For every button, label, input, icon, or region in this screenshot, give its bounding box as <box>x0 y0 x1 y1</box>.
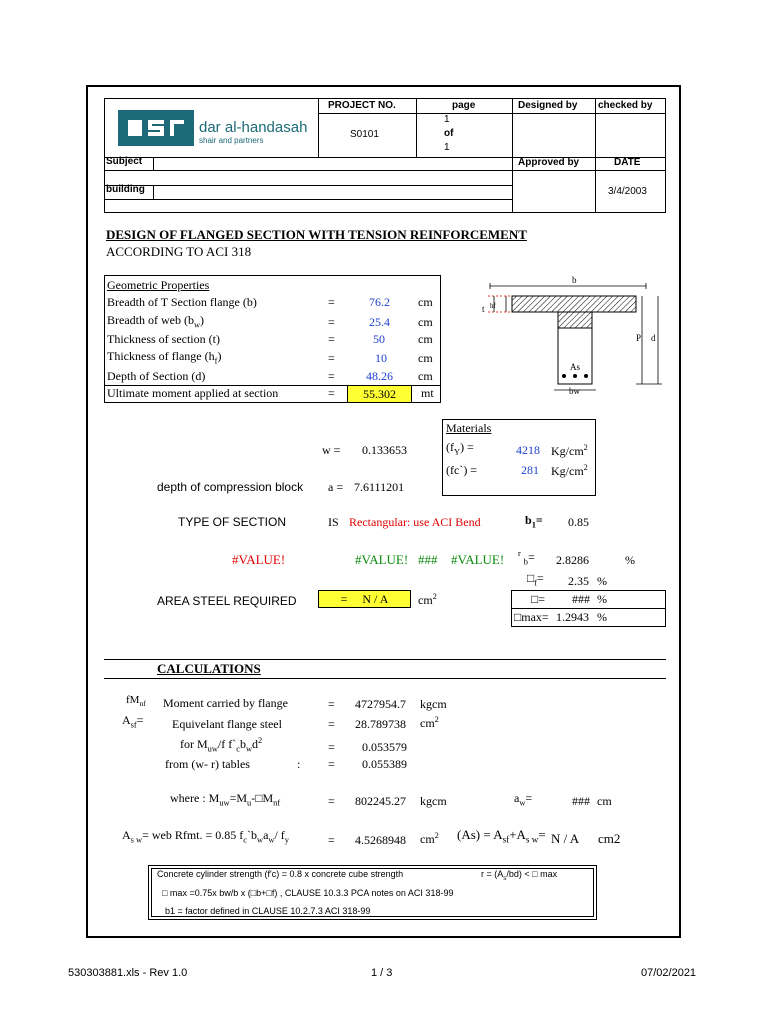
subject-label: Subject <box>106 156 143 167</box>
error-value-1: #VALUE! <box>232 552 286 567</box>
equiv-unit: $cm^2$ <box>420 715 439 730</box>
moment-value[interactable]: 55.302 <box>347 385 412 403</box>
date-value: 3/4/2003 <box>608 186 647 197</box>
w-value: 0.133653 <box>362 443 407 457</box>
aw-value: ### <box>572 794 590 808</box>
error-value-2: #VALUE! <box>355 552 409 567</box>
geometry-unit: cm <box>418 315 433 329</box>
from-value: 0.055389 <box>362 757 407 771</box>
geometry-heading: Geometric Properties <box>107 278 210 292</box>
diagram-d-label: d <box>651 333 656 343</box>
eq-sign: = <box>328 697 335 711</box>
rho-label: □= <box>531 592 546 606</box>
eq-sign: = <box>328 315 335 329</box>
area-steel-label: AREA STEEL REQUIRED <box>157 594 297 608</box>
diagram-b-label: b <box>572 275 577 285</box>
page-of: of <box>444 128 454 139</box>
fc-label: (fc`) = <box>446 463 478 477</box>
area-steel-unit: $cm^2$ <box>418 592 437 607</box>
moment-flange-label: Moment carried by flange <box>163 696 288 710</box>
geometry-value: 25.4 <box>369 315 390 329</box>
moment-label: Ultimate moment applied at section <box>107 386 279 400</box>
geometry-value: 50 <box>373 332 385 346</box>
error-hash: ### <box>418 552 438 567</box>
geometry-unit: cm <box>418 332 433 346</box>
eq-sign: = <box>328 794 335 808</box>
type-label: TYPE OF SECTION <box>178 515 287 529</box>
asw-unit: $cm^2$ <box>420 831 439 846</box>
geometry-label: Thickness of flange $(h_f)$ <box>107 349 222 366</box>
fy-unit: $Kg/cm^2$ <box>551 443 588 458</box>
rho-unit: % <box>597 592 607 606</box>
geometry-value: 48.26 <box>366 369 393 383</box>
rho-max-value: 1.2943 <box>556 610 589 624</box>
asw-label: $A_{s w}=$ web Rfmt. = 0.85 $f_c`b_wa_w/$ $f_y$ <box>122 828 289 845</box>
from-label: from (w- r) tables <box>165 757 250 771</box>
eq-sign: = <box>328 757 335 771</box>
asf-label: $A_{sf}=$ <box>122 713 144 730</box>
rho-b-label: $^r$ $_b$= <box>518 549 535 567</box>
note-line-2: □ max =0.75x bw/b x (□b+□f) , CLAUSE 10.3.3 PCA notes on ACI 318-99 <box>162 888 454 898</box>
a-label: a = <box>328 480 344 494</box>
checked-by-label: checked by <box>598 100 653 111</box>
for-label: for $M_{uw}/f$ $f`_cb_wd^2$ <box>180 736 263 754</box>
geometry-label: Breadth of T Section flange (b) <box>107 295 257 309</box>
page-subtitle: ACCORDING TO ACI 318 <box>106 244 252 259</box>
eq-sign: = <box>328 369 335 383</box>
rho-f-value: 2.35 <box>568 574 589 588</box>
fc-unit: $Kg/cm^2$ <box>551 463 588 478</box>
error-value-3: #VALUE! <box>451 552 505 567</box>
fc-value: 281 <box>521 463 539 477</box>
b1-value: 0.85 <box>568 515 589 529</box>
geometry-label: Thickness of section (t) <box>107 332 220 346</box>
project-no-value: S0101 <box>350 129 379 140</box>
project-no-label: PROJECT NO. <box>328 100 396 111</box>
moment-flange-value: 4727954.7 <box>355 697 406 711</box>
note-line-1-right: $r = (A_s/bd)$ < □ max <box>481 869 558 882</box>
area-steel-value: = N / A <box>318 590 411 608</box>
eq-sign: = <box>328 351 335 365</box>
as-value: N / A <box>551 831 580 846</box>
aw-label: $a_w=$ <box>514 791 533 808</box>
date-label: DATE <box>614 157 641 168</box>
rho-value: ### <box>572 592 590 606</box>
calculations-heading: CALCULATIONS <box>157 661 261 676</box>
as-unit: cm2 <box>598 831 621 846</box>
a-value: 7.6111201 <box>354 480 405 494</box>
footer-date: 07/02/2021 <box>641 967 697 979</box>
type-value: Rectangular: use ACI Bend <box>349 515 481 529</box>
geometry-value: 10 <box>375 351 387 365</box>
moment-unit: mt <box>421 386 434 400</box>
equiv-label: Equivelant flange steel <box>172 717 282 731</box>
where-label: where : $M_{uw}=M_u-□M_{nf}$ <box>170 791 281 808</box>
b1-label: $b_1=$ <box>525 513 543 530</box>
page-label: page <box>452 100 476 111</box>
where-value: 802245.27 <box>355 794 406 808</box>
eq-sign: = <box>328 717 335 731</box>
rho-max-label: □max= <box>514 610 549 624</box>
footer-page: 1 / 3 <box>371 967 393 979</box>
fy-label: $(f_Y)$ = <box>446 440 474 457</box>
page-number: 1 <box>444 114 450 125</box>
page-total: 1 <box>444 142 450 153</box>
eq-sign: = <box>328 740 335 754</box>
diagram-p-label: P <box>636 333 642 343</box>
geometry-unit: cm <box>418 369 433 383</box>
geometry-unit: cm <box>418 351 433 365</box>
logo-text: dar al-handasah <box>199 119 308 136</box>
equiv-value: 28.789738 <box>355 717 406 731</box>
moment-flange-unit: kgcm <box>420 697 447 711</box>
from-colon: : <box>297 757 301 771</box>
where-unit: kgcm <box>420 794 447 808</box>
rho-b-value: 2.8286 <box>556 553 589 567</box>
designed-by-label: Designed by <box>518 100 578 111</box>
footer-file: 530303881.xls - Rev 1.0 <box>68 967 188 979</box>
rho-b-unit: % <box>625 553 635 567</box>
eq-sign: = <box>328 386 335 400</box>
aw-unit: cm <box>597 794 612 808</box>
eq-sign: = <box>328 295 335 309</box>
rho-f-unit: % <box>597 574 607 588</box>
diagram-t-label: t <box>482 304 485 314</box>
diagram-hf-label: hf <box>490 302 496 310</box>
eq-sign: = <box>328 332 335 346</box>
w-label: w = <box>322 443 341 457</box>
fmn-label: $fM_{nf}$ <box>126 694 146 709</box>
note-line-1: Concrete cylinder strength (f'c) = 0.8 x concrete cube strength <box>157 869 404 879</box>
approved-by-label: Approved by <box>518 157 580 168</box>
rho-f-label: $□_f=$ <box>527 571 544 588</box>
asw-value: 4.5268948 <box>355 833 406 847</box>
for-value: 0.053579 <box>362 740 407 754</box>
eq-sign: = <box>328 833 335 847</box>
geometry-value: 76.2 <box>369 295 390 309</box>
geometry-label: Breadth of web $(b_w)$ <box>107 313 205 330</box>
note-line-3: b1 = factor defined in CLAUSE 10.2.7.3 ACI 318-99 <box>165 906 371 916</box>
is-label: IS <box>328 515 339 529</box>
diagram-as-label: As <box>570 362 581 372</box>
logo-mark-icon <box>118 110 194 146</box>
logo-subtext: shair and partners <box>199 136 264 145</box>
rho-max-unit: % <box>597 610 607 624</box>
as-label: $(As) = A_{sf}+A_{s w}=$ <box>457 827 546 845</box>
diagram-bw-label: bw <box>569 386 580 396</box>
geometry-unit: cm <box>418 295 433 309</box>
fy-value: 4218 <box>516 443 540 457</box>
geometry-label: Depth of Section (d) <box>107 369 206 383</box>
building-label: building <box>106 184 145 195</box>
company-logo <box>118 110 194 146</box>
materials-heading: Materials <box>446 421 492 435</box>
depth-label: depth of compression block <box>157 480 304 494</box>
page-title: DESIGN OF FLANGED SECTION WITH TENSION REINFORCEMENT <box>106 227 527 242</box>
